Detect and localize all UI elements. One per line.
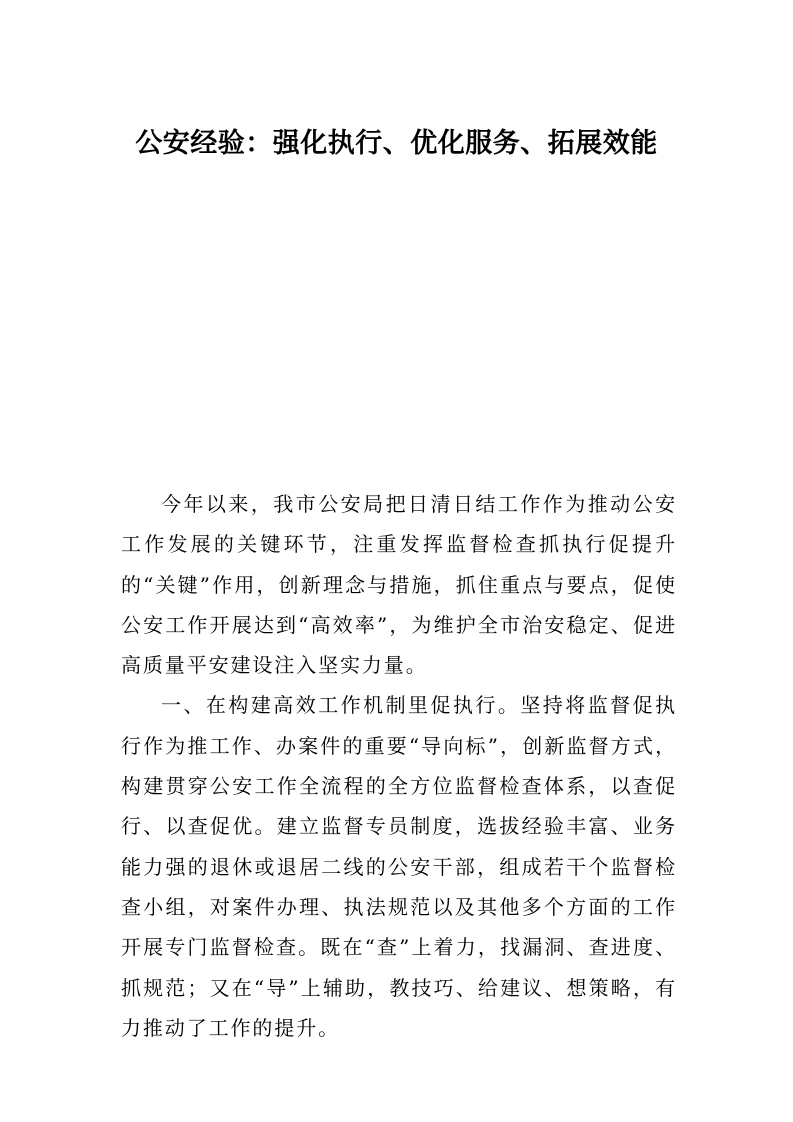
paragraph-intro: 今年以来，我市公安局把日清日结工作作为推动公安工作发展的关键环节，注重发挥监督检查抓执行促提升的“关键”作用，创新理念与措施，抓住重点与要点，促使公安工作开展达到“高效率”，为维护全市治安稳定、促进高质量平安建设注入坚实力量。 bbox=[121, 492, 677, 678]
document-body bbox=[121, 484, 677, 1048]
paragraph-section-one: 一、在构建高效工作机制里促执行。坚持将监督促执行作为推工作、办案件的重要“导向标”，创新监督方式，构建贯穿公安工作全流程的全方位监督检查体系，以查促行、以查促优。建立监督专员制度，选拔经验丰富、业务能力强的退休或退居二线的公安干部，组成若干个监督检查小组，对案件办理、执法规范以及其他多个方面的工作开展专门监督检查。既在“查”上着力，找漏洞、查进度、抓规范；又在“导”上辅助，教技巧、给建议、想策略，有力推动了工作的提升。 bbox=[121, 693, 677, 1040]
document-title: 公安经验：强化执行、优化服务、拓展效能 bbox=[135, 128, 658, 159]
